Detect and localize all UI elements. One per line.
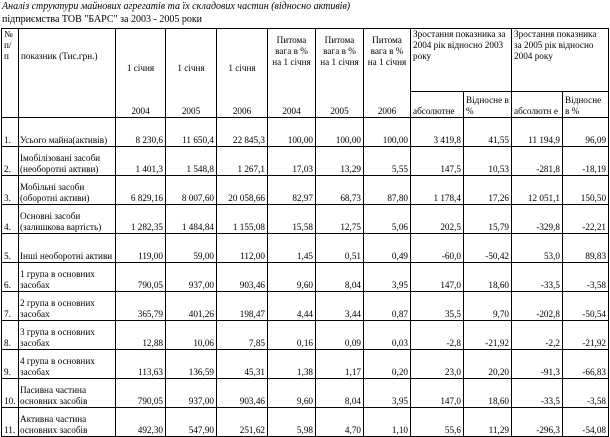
- table-cell: 401,26: [166, 292, 217, 321]
- table-cell: 1 267,1: [217, 147, 268, 176]
- header-relative-2004: Відносне в %: [464, 92, 512, 118]
- table-cell: 59,00: [166, 234, 217, 263]
- table-cell: -18,19: [563, 147, 609, 176]
- row-indicator-name: Мобільні засоби (оборотні активи): [19, 176, 116, 205]
- table-cell: 82,97: [268, 176, 316, 205]
- table-cell: 198,47: [217, 292, 268, 321]
- row-number: 9.: [2, 350, 19, 379]
- document-subtitle: підприємства ТОВ "БАРС" за 2003 - 2005 роки: [2, 14, 203, 25]
- row-number: 6.: [2, 263, 19, 292]
- header-absolute-2004: абсолютне: [411, 92, 464, 118]
- table-cell: 365,79: [116, 292, 166, 321]
- row-number: 4.: [2, 205, 19, 234]
- header-number: № п/п: [2, 29, 19, 118]
- table-cell: 0,09: [316, 321, 364, 350]
- table-cell: -91,3: [512, 350, 563, 379]
- table-cell: 18,60: [464, 379, 512, 408]
- row-indicator-name: 3 група в основних засобах: [19, 321, 116, 350]
- table-cell: 1 155,08: [217, 205, 268, 234]
- table-cell: -50,54: [563, 292, 609, 321]
- table-cell: 1,17: [316, 350, 364, 379]
- table-cell: -21,92: [464, 321, 512, 350]
- table-cell: -33,5: [512, 379, 563, 408]
- table-cell: 12,75: [316, 205, 364, 234]
- table-cell: 96,09: [563, 118, 609, 147]
- table-row: [2, 263, 609, 292]
- table-cell: 17,26: [464, 176, 512, 205]
- table-cell: -21,92: [563, 321, 609, 350]
- row-indicator-name: Імобілізовані засоби (необоротні активи): [19, 147, 116, 176]
- table-cell: 41,55: [464, 118, 512, 147]
- table-cell: 9,60: [268, 263, 316, 292]
- row-number: 5.: [2, 234, 19, 263]
- document-title: Аналіз структури майнових агрегатів та їх складових частин (відносно активів): [2, 1, 351, 12]
- table-cell: -296,3: [512, 408, 563, 437]
- table-cell: 937,00: [166, 263, 217, 292]
- table-cell: 903,46: [217, 263, 268, 292]
- table-cell: 0,20: [364, 350, 411, 379]
- header-jan1-2006: 1 січня 2006: [217, 29, 268, 118]
- row-number: 1.: [2, 118, 19, 147]
- table-row: [2, 350, 609, 379]
- table-cell: 492,30: [116, 408, 166, 437]
- table-row: [2, 147, 609, 176]
- table-cell: 113,63: [116, 350, 166, 379]
- table-cell: -2,8: [411, 321, 464, 350]
- table-cell: 20 058,66: [217, 176, 268, 205]
- table-cell: 3,95: [364, 379, 411, 408]
- row-indicator-name: Активна частина основних засобів: [19, 408, 116, 437]
- table-cell: -50,42: [464, 234, 512, 263]
- table-cell: 35,5: [411, 292, 464, 321]
- table-cell: 15,58: [268, 205, 316, 234]
- table-cell: 3 419,8: [411, 118, 464, 147]
- table-cell: 147,5: [411, 147, 464, 176]
- table-cell: 790,05: [116, 379, 166, 408]
- table-cell: 0,49: [364, 234, 411, 263]
- table-cell: 1 282,35: [116, 205, 166, 234]
- row-indicator-name: Пасивна частина основних засобів: [19, 379, 116, 408]
- table-cell: -66,83: [563, 350, 609, 379]
- table-cell: -60,0: [411, 234, 464, 263]
- table-cell: 68,73: [316, 176, 364, 205]
- table-cell: 0,51: [316, 234, 364, 263]
- table-row: [2, 321, 609, 350]
- row-indicator-name: Усього майна(активів): [19, 118, 116, 147]
- table-cell: 1 484,84: [166, 205, 217, 234]
- table-cell: 12 051,1: [512, 176, 563, 205]
- row-indicator-name: Основні засоби (залишкова вартість): [19, 205, 116, 234]
- table-cell: 4,70: [316, 408, 364, 437]
- header-share-2005: Питома вага в % на 1 січня 2005: [316, 29, 364, 118]
- table-cell: 1 401,3: [116, 147, 166, 176]
- table-cell: 9,70: [464, 292, 512, 321]
- table-cell: 12,88: [116, 321, 166, 350]
- table-cell: 20,20: [464, 350, 512, 379]
- row-number: 11.: [2, 408, 19, 437]
- table-row: [2, 292, 609, 321]
- table-cell: 100,00: [364, 118, 411, 147]
- table-cell: -33,5: [512, 263, 563, 292]
- table-cell: 8 230,6: [116, 118, 166, 147]
- table-cell: 0,16: [268, 321, 316, 350]
- table-cell: 202,5: [411, 205, 464, 234]
- table-cell: 11 194,9: [512, 118, 563, 147]
- table-cell: 11,29: [464, 408, 512, 437]
- row-indicator-name: 2 група в основних засобах: [19, 292, 116, 321]
- table-cell: 1 178,4: [411, 176, 464, 205]
- table-cell: 6 829,16: [116, 176, 166, 205]
- table-cell: 100,00: [316, 118, 364, 147]
- table-cell: 18,60: [464, 263, 512, 292]
- table-cell: 5,06: [364, 205, 411, 234]
- table-cell: -281,8: [512, 147, 563, 176]
- table-cell: 8 007,60: [166, 176, 217, 205]
- table-cell: 45,31: [217, 350, 268, 379]
- header-growth-2005: Зростання показника за 2005 рік відносно 2004 року: [512, 29, 609, 92]
- table-cell: 119,00: [116, 234, 166, 263]
- row-number: 8.: [2, 321, 19, 350]
- header-growth-2004: Зростання показника за 2004 рік відносно 2003 року: [411, 29, 512, 92]
- table-cell: 3,44: [316, 292, 364, 321]
- table-cell: 547,90: [166, 408, 217, 437]
- table-cell: 112,00: [217, 234, 268, 263]
- table-cell: 55,6: [411, 408, 464, 437]
- table-cell: 5,98: [268, 408, 316, 437]
- table-cell: 937,00: [166, 379, 217, 408]
- table-cell: 147,0: [411, 379, 464, 408]
- table-cell: 13,29: [316, 147, 364, 176]
- table-cell: 1,45: [268, 234, 316, 263]
- header-indicator: показник (Тис.грн.): [19, 29, 116, 118]
- table-cell: -202,8: [512, 292, 563, 321]
- table-cell: 0,87: [364, 292, 411, 321]
- table-cell: 87,80: [364, 176, 411, 205]
- header-jan1-2004: 1 січня 2004: [116, 29, 166, 118]
- table-cell: 4,44: [268, 292, 316, 321]
- analysis-table: [1, 28, 609, 437]
- row-number: 10.: [2, 379, 19, 408]
- row-number: 3.: [2, 176, 19, 205]
- table-cell: 22 845,3: [217, 118, 268, 147]
- table-cell: -22,21: [563, 205, 609, 234]
- table-cell: 1,10: [364, 408, 411, 437]
- table-cell: 5,55: [364, 147, 411, 176]
- row-indicator-name: Інші необоротні активи: [19, 234, 116, 263]
- table-cell: 3,95: [364, 263, 411, 292]
- table-cell: 89,83: [563, 234, 609, 263]
- table-cell: 903,46: [217, 379, 268, 408]
- table-cell: 8,04: [316, 379, 364, 408]
- table-row: [2, 379, 609, 408]
- table-row: [2, 205, 609, 234]
- table-row: [2, 118, 609, 147]
- table-cell: 10,06: [166, 321, 217, 350]
- table-row: [2, 176, 609, 205]
- header-absolute-2005: абсолютн е: [512, 92, 563, 118]
- table-cell: 251,62: [217, 408, 268, 437]
- header-share-2006: Питома вага в % на 1 січня 2006: [364, 29, 411, 118]
- row-indicator-name: 1 група в основних засобах: [19, 263, 116, 292]
- table-cell: 53,0: [512, 234, 563, 263]
- table-cell: 147,0: [411, 263, 464, 292]
- table-cell: 10,53: [464, 147, 512, 176]
- table-cell: 100,00: [268, 118, 316, 147]
- table-cell: 0,03: [364, 321, 411, 350]
- header-share-2004: Питома вага в % на 1 січня 2004: [268, 29, 316, 118]
- row-number: 7.: [2, 292, 19, 321]
- table-cell: 1,38: [268, 350, 316, 379]
- header-jan1-2005: 1 січня 2005: [166, 29, 217, 118]
- table-cell: -54,08: [563, 408, 609, 437]
- table-cell: 1 548,8: [166, 147, 217, 176]
- table-cell: 11 650,4: [166, 118, 217, 147]
- table-cell: 7,85: [217, 321, 268, 350]
- table-cell: 136,59: [166, 350, 217, 379]
- table-cell: 23,0: [411, 350, 464, 379]
- header-relative-2005: Відносне в %: [563, 92, 609, 118]
- table-cell: 150,50: [563, 176, 609, 205]
- table-cell: -2,2: [512, 321, 563, 350]
- table-row: [2, 234, 609, 263]
- table-cell: 15,79: [464, 205, 512, 234]
- table-cell: 17,03: [268, 147, 316, 176]
- table-row: [2, 408, 609, 437]
- table-cell: 9,60: [268, 379, 316, 408]
- table-cell: -3,58: [563, 379, 609, 408]
- table-cell: -329,8: [512, 205, 563, 234]
- table-cell: 790,05: [116, 263, 166, 292]
- table-cell: 8,04: [316, 263, 364, 292]
- row-indicator-name: 4 група в основних засобах: [19, 350, 116, 379]
- table-cell: -3,58: [563, 263, 609, 292]
- row-number: 2.: [2, 147, 19, 176]
